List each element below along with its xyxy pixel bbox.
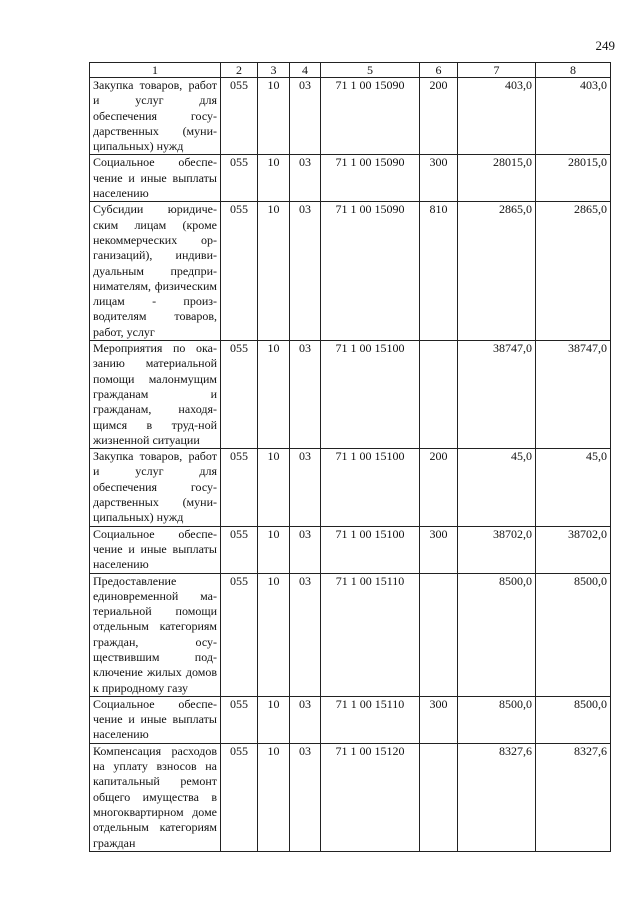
amount-col8: 45,0: [536, 449, 611, 526]
section-code: 10: [258, 341, 290, 449]
target-article-code: 71 1 00 15100: [321, 341, 420, 449]
section-code: 10: [258, 202, 290, 341]
table-row: [90, 449, 611, 526]
row-name: Мероприятия по оказанию материальной помощи малонмущим гражданам и гражданам, находящимся в труд-ной жизненной ситуации: [90, 341, 221, 449]
table-row: [90, 202, 611, 341]
column-header: 3: [258, 63, 290, 78]
ved-code: 055: [221, 78, 258, 155]
section-code: 10: [258, 696, 290, 743]
subsection-code: 03: [290, 78, 321, 155]
target-article-code: 71 1 00 15090: [321, 202, 420, 341]
ved-code: 055: [221, 202, 258, 341]
section-code: 10: [258, 449, 290, 526]
column-header: 2: [221, 63, 258, 78]
row-name: Закупка товаров, работ и услуг для обеспечения государственных (муниципальных) нужд: [90, 78, 221, 155]
amount-col7: 38747,0: [458, 341, 536, 449]
row-name: Социальное обеспечение и иные выплаты населению: [90, 155, 221, 202]
expense-type-code: 200: [420, 78, 458, 155]
row-name: Социальное обеспечение и иные выплаты населению: [90, 526, 221, 573]
section-code: 10: [258, 743, 290, 851]
column-header: 8: [536, 63, 611, 78]
amount-col7: 2865,0: [458, 202, 536, 341]
expense-type-code: [420, 743, 458, 851]
table-row: [90, 78, 611, 155]
amount-col8: 38702,0: [536, 526, 611, 573]
ved-code: 055: [221, 155, 258, 202]
section-code: 10: [258, 78, 290, 155]
amount-col8: 8500,0: [536, 573, 611, 696]
subsection-code: 03: [290, 743, 321, 851]
target-article-code: 71 1 00 15090: [321, 78, 420, 155]
amount-col8: 8500,0: [536, 696, 611, 743]
column-header: 7: [458, 63, 536, 78]
section-code: 10: [258, 526, 290, 573]
expense-type-code: [420, 341, 458, 449]
section-code: 10: [258, 155, 290, 202]
amount-col8: 2865,0: [536, 202, 611, 341]
amount-col7: 8500,0: [458, 696, 536, 743]
row-name: Социальное обеспечение и иные выплаты населению: [90, 696, 221, 743]
amount-col8: 28015,0: [536, 155, 611, 202]
amount-col7: 8500,0: [458, 573, 536, 696]
section-code: 10: [258, 573, 290, 696]
subsection-code: 03: [290, 341, 321, 449]
ved-code: 055: [221, 743, 258, 851]
ved-code: 055: [221, 449, 258, 526]
target-article-code: 71 1 00 15110: [321, 573, 420, 696]
amount-col7: 28015,0: [458, 155, 536, 202]
amount-col8: 38747,0: [536, 341, 611, 449]
target-article-code: 71 1 00 15120: [321, 743, 420, 851]
column-header: 4: [290, 63, 321, 78]
column-header: 5: [321, 63, 420, 78]
table-row: [90, 573, 611, 696]
expense-type-code: 300: [420, 526, 458, 573]
subsection-code: 03: [290, 449, 321, 526]
page-number: 249: [595, 38, 615, 53]
row-name: Закупка товаров, работ и услуг для обеспечения государственных (муниципальных) нужд: [90, 449, 221, 526]
amount-col7: 8327,6: [458, 743, 536, 851]
amount-col7: 38702,0: [458, 526, 536, 573]
amount-col8: 8327,6: [536, 743, 611, 851]
amount-col7: 403,0: [458, 78, 536, 155]
subsection-code: 03: [290, 573, 321, 696]
table-row: [90, 341, 611, 449]
table-row: [90, 696, 611, 743]
table-row: [90, 526, 611, 573]
subsection-code: 03: [290, 155, 321, 202]
target-article-code: 71 1 00 15090: [321, 155, 420, 202]
row-name: Предоставление единовременной материальной помощи отдельным категориям граждан, осуществившим подключение жилых домов к природному газу: [90, 573, 221, 696]
budget-table: [89, 62, 611, 852]
table-row: [90, 743, 611, 851]
row-name: Субсидии юридическим лицам (кроме некоммерческих организаций), индивидуальным предпринимателям, физическим лицам - производителям товаров, работ, услуг: [90, 202, 221, 341]
expense-type-code: [420, 573, 458, 696]
expense-type-code: 300: [420, 155, 458, 202]
ved-code: 055: [221, 341, 258, 449]
column-header: 6: [420, 63, 458, 78]
expense-type-code: 810: [420, 202, 458, 341]
amount-col7: 45,0: [458, 449, 536, 526]
expense-type-code: 300: [420, 696, 458, 743]
subsection-code: 03: [290, 202, 321, 341]
amount-col8: 403,0: [536, 78, 611, 155]
ved-code: 055: [221, 526, 258, 573]
ved-code: 055: [221, 573, 258, 696]
row-name: Компенсация расходов на уплату взносов на капитальный ремонт общего имущества в многоквартирном доме отдельным категориям граждан: [90, 743, 221, 851]
subsection-code: 03: [290, 526, 321, 573]
table-header-row: [90, 63, 611, 78]
ved-code: 055: [221, 696, 258, 743]
target-article-code: 71 1 00 15100: [321, 449, 420, 526]
target-article-code: 71 1 00 15110: [321, 696, 420, 743]
target-article-code: 71 1 00 15100: [321, 526, 420, 573]
expense-type-code: 200: [420, 449, 458, 526]
table-row: [90, 155, 611, 202]
column-header: 1: [90, 63, 221, 78]
subsection-code: 03: [290, 696, 321, 743]
